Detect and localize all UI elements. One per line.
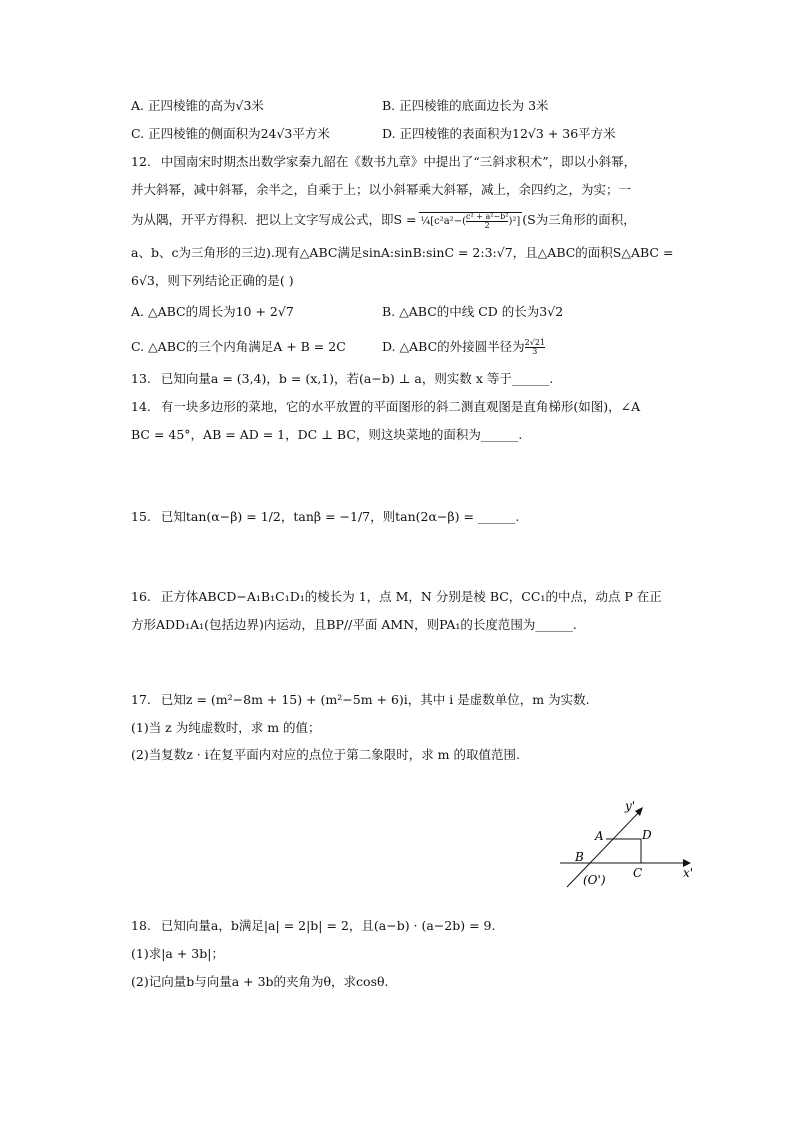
q18-text-1: 已知向量a，b满足|a| = 2|b| = 2，且(a−b) · (a−2b) = 9. bbox=[160, 918, 496, 933]
q12-line5: 6√3，则下列结论正确的是( ) bbox=[131, 273, 294, 288]
q11-option-c: C. 正四棱锥的侧面积为24√3平方米 bbox=[131, 126, 330, 141]
q13-number: 13. bbox=[131, 371, 151, 386]
label-o-prime: (O') bbox=[583, 873, 606, 887]
q17-text-1: 已知z = (m²−8m + 15) + (m²−5m + 6)i，其中 i 是虚数单位，m 为实数. bbox=[160, 692, 590, 707]
q16-text-1: 正方体ABCD−A₁B₁C₁D₁的棱长为 1，点 M，N 分别是棱 BC，CC₁的中点，动点 P 在正 bbox=[160, 589, 662, 604]
q14-number: 14. bbox=[131, 399, 151, 414]
q15-text: 已知tan(α−β) = 1/2，tanβ = −1/7，则tan(2α−β) = ______. bbox=[160, 509, 520, 524]
q12-line4: a、b、c为三角形的三边).现有△ABC满足sinA:sinB:sinC = 2:3:√7，且△ABC的面积S△ABC = bbox=[131, 245, 674, 260]
q18-line2: (1)求|a + 3b|； bbox=[131, 946, 224, 961]
oblique-diagram bbox=[555, 795, 715, 895]
label-c: C bbox=[633, 866, 643, 880]
q12-option-d-fraction: $\frac{2√21}{3}$ bbox=[524, 338, 546, 356]
q11-option-b: B. 正四棱锥的底面边长为 3米 bbox=[382, 98, 549, 113]
q12-number: 12. bbox=[131, 154, 151, 169]
q12-line3 bbox=[131, 211, 636, 231]
q12-option-c: C. △ABC的三个内角满足A + B = 2C bbox=[131, 339, 346, 354]
label-a: A bbox=[595, 829, 604, 843]
q12-text-3b: (S为三角形的面积， bbox=[522, 212, 636, 227]
q18-line1 bbox=[131, 917, 495, 935]
q11-option-d: D. 正四棱锥的表面积为12√3 + 36平方米 bbox=[382, 126, 616, 141]
q17-number: 17. bbox=[131, 692, 151, 707]
q17-line2: (1)当 z 为纯虚数时，求 m 的值； bbox=[131, 720, 321, 735]
q12-option-d-text: D. △ABC的外接圆半径为 bbox=[382, 339, 525, 354]
label-y-prime: y' bbox=[625, 799, 636, 813]
q16-line2: 方形ADD₁A₁(包括边界)内运动，且BP//平面 AMN，则PA₁的长度范围为______. bbox=[131, 617, 577, 632]
label-d: D bbox=[642, 828, 652, 842]
q16-number: 16. bbox=[131, 589, 151, 604]
label-x-prime: x' bbox=[683, 866, 694, 880]
q16-line1 bbox=[131, 588, 662, 606]
q12-text-3a: 为从隅，开平方得积．把以上文字写成公式，即S = bbox=[131, 212, 417, 227]
q12-line2: 并大斜幂，减中斜幂，余半之，自乘于上；以小斜幂乘大斜幂，减上，余四约之，为实；一 bbox=[131, 182, 632, 197]
q12-option-a: A. △ABC的周长为10 + 2√7 bbox=[131, 304, 294, 319]
label-b: B bbox=[575, 850, 584, 864]
q17-line3: (2)当复数z · i在复平面内对应的点位于第二象限时，求 m 的取值范围. bbox=[131, 747, 520, 762]
q18-line3: (2)记向量b与向量a + 3b的夹角为θ，求cosθ. bbox=[131, 974, 389, 989]
q13-text: 已知向量a = (3,4)，b = (x,1)，若(a−b) ⊥ a，则实数 x 等于______. bbox=[160, 371, 554, 386]
q11-option-a: A. 正四棱锥的高为√3米 bbox=[131, 98, 264, 113]
q15-number: 15. bbox=[131, 509, 151, 524]
q18-number: 18. bbox=[131, 918, 151, 933]
q12-option-b: B. △ABC的中线 CD 的长为3√2 bbox=[382, 304, 564, 319]
q15 bbox=[131, 508, 519, 526]
q14-line1 bbox=[131, 398, 640, 416]
q12-formula: ¼[c²a²−( $\frac{\text{c² + a²−b²}}{2}$ )²] bbox=[420, 212, 521, 230]
q13 bbox=[131, 370, 553, 388]
q12-option-d bbox=[382, 338, 545, 356]
q14-line2: BC = 45°，AB = AD = 1，DC ⊥ BC，则这块菜地的面积为______. bbox=[131, 427, 523, 442]
q12-text-1: 中国南宋时期杰出数学家秦九韶在《数书九章》中提出了“三斜求积术”，即以小斜幂， bbox=[160, 154, 637, 169]
q17-line1 bbox=[131, 691, 590, 709]
q12-line1 bbox=[131, 153, 636, 171]
q14-text-1: 有一块多边形的菜地，它的水平放置的平面图形的斜二测直观图是直角梯形(如图)，∠A bbox=[160, 399, 641, 414]
